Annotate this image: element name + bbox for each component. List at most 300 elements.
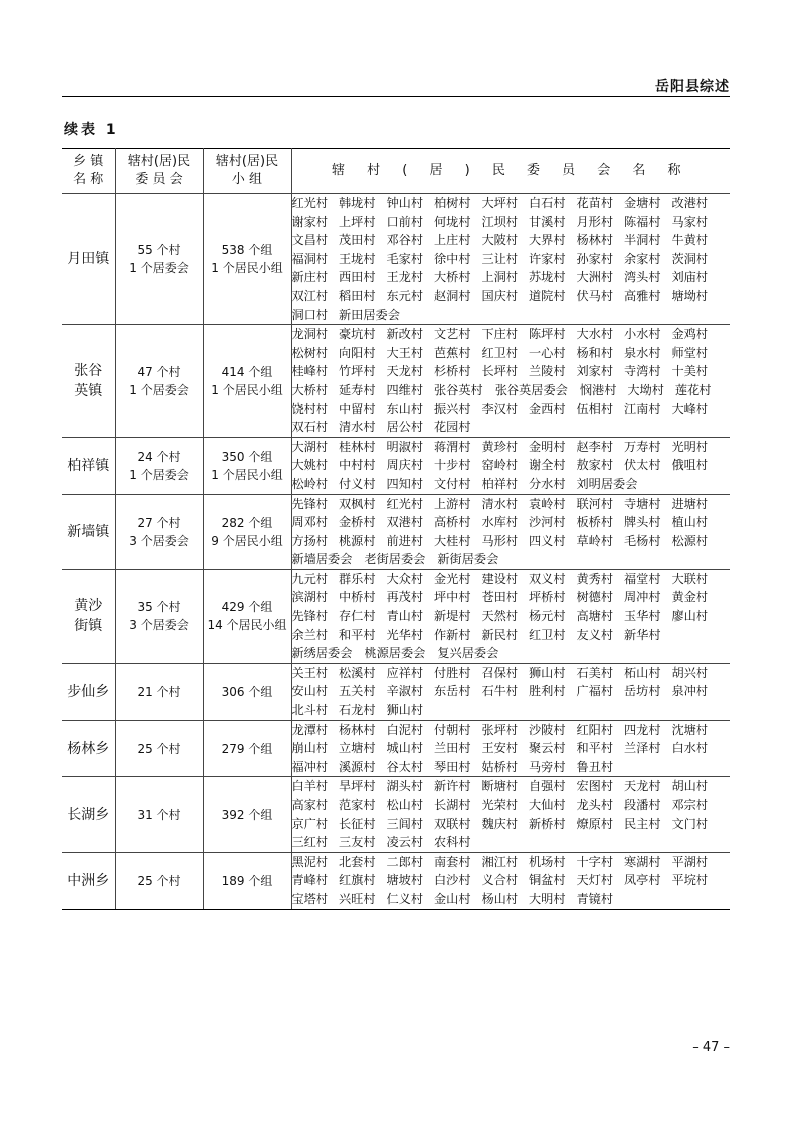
village-name: 福洞村 xyxy=(291,251,329,266)
village-name: 周冲村 xyxy=(624,590,661,605)
group-count-cell xyxy=(203,663,291,720)
village-list-cell xyxy=(291,194,730,325)
town-name-cell xyxy=(62,777,115,852)
village-name: 新绣居委会 xyxy=(291,646,353,661)
committee-count-cell xyxy=(115,494,203,569)
town-name-cell xyxy=(62,194,115,325)
village-name: 陈坪村 xyxy=(529,327,566,342)
village-name: 大界村 xyxy=(529,233,566,248)
village-name: 寺塘村 xyxy=(624,496,661,511)
village-name: 邓谷村 xyxy=(386,233,424,248)
village-name: 双江村 xyxy=(291,288,329,303)
village-name: 义合村 xyxy=(481,873,519,888)
village-name: 泉冲村 xyxy=(671,684,709,699)
village-name: 龙洞村 xyxy=(291,327,329,342)
town-name-cell xyxy=(62,325,115,438)
header-town-line1: 乡 镇 xyxy=(73,154,104,169)
village-name: 钟山村 xyxy=(386,196,424,210)
village-name: 伏马村 xyxy=(576,288,614,303)
village-name: 光华村 xyxy=(386,627,424,642)
village-table xyxy=(62,148,730,910)
village-name: 进塘村 xyxy=(671,496,709,511)
village-name: 杉桥村 xyxy=(434,364,471,379)
header-group-line1: 辖村(居)民 xyxy=(215,154,279,169)
table-row xyxy=(62,663,730,720)
town-name-line: 步仙乡 xyxy=(67,683,110,700)
town-name-cell xyxy=(62,437,115,494)
village-name: 杨林村 xyxy=(576,233,614,248)
village-name: 大洲村 xyxy=(576,270,614,285)
village-name: 廖山村 xyxy=(671,609,709,624)
village-name: 石美村 xyxy=(576,665,614,680)
village-name: 黑泥村 xyxy=(291,854,329,869)
village-name: 高塘村 xyxy=(576,609,614,624)
village-name: 沙陂村 xyxy=(529,722,566,737)
village-name: 江南村 xyxy=(624,401,661,416)
village-name: 双港村 xyxy=(386,515,424,530)
village-name: 刘庙村 xyxy=(671,270,709,285)
village-name: 周邓村 xyxy=(291,515,329,530)
village-name: 段潘村 xyxy=(624,798,661,812)
village-name: 延寿村 xyxy=(339,382,376,397)
village-name: 二郎村 xyxy=(386,854,424,869)
village-name: 坪中村 xyxy=(434,590,471,605)
group-count-line: 1 个居民小组 xyxy=(211,467,283,482)
village-name: 小水村 xyxy=(624,327,661,342)
committee-count-line: 21 个村 xyxy=(137,684,181,699)
village-name: 滨湖村 xyxy=(291,590,329,605)
group-count-line: 279 个组 xyxy=(221,741,273,756)
village-name: 花苗村 xyxy=(576,196,614,210)
village-name: 胡山村 xyxy=(671,779,709,794)
group-count-cell xyxy=(203,194,291,325)
village-name: 高桥村 xyxy=(434,515,471,530)
header-rule xyxy=(62,96,730,97)
village-name: 金光村 xyxy=(434,571,471,586)
village-name: 敖家村 xyxy=(576,458,614,473)
committee-count-cell xyxy=(115,437,203,494)
village-name: 塘坡村 xyxy=(386,873,424,888)
group-count-cell xyxy=(203,720,291,777)
village-name: 玉华村 xyxy=(624,609,661,624)
group-count-line: 392 个组 xyxy=(221,807,273,822)
village-name: 联河村 xyxy=(576,496,614,511)
village-name: 悯港村 xyxy=(579,382,617,397)
village-name: 牛黄村 xyxy=(671,233,709,248)
village-name: 北斗村 xyxy=(291,703,329,718)
village-name: 大峰村 xyxy=(671,401,709,416)
village-name: 青镜村 xyxy=(576,891,614,906)
village-name: 红卫村 xyxy=(529,627,566,642)
village-name: 三红村 xyxy=(291,835,329,850)
committee-count-line: 25 个村 xyxy=(137,873,181,888)
village-name: 铜盆村 xyxy=(529,873,566,888)
village-name: 金西村 xyxy=(529,401,566,416)
village-name: 马家村 xyxy=(671,214,709,229)
village-name: 杨山村 xyxy=(481,891,519,906)
table-row xyxy=(62,569,730,663)
village-name: 文艺村 xyxy=(434,327,471,342)
village-name: 双石村 xyxy=(291,420,329,435)
village-name: 石龙村 xyxy=(339,703,376,718)
committee-count-line: 1 个居委会 xyxy=(129,261,189,276)
header-count-line1: 辖村(居)民 xyxy=(127,154,191,169)
town-name-cell xyxy=(62,852,115,909)
village-name: 大桥村 xyxy=(291,382,329,397)
village-name: 友义村 xyxy=(576,627,614,642)
village-name: 凌云村 xyxy=(386,835,424,850)
village-name: 金塘村 xyxy=(624,196,661,210)
village-name: 上洞村 xyxy=(481,270,519,285)
village-name: 谢全村 xyxy=(529,458,566,473)
village-name: 新桥村 xyxy=(529,816,566,831)
header-committee-count xyxy=(115,149,203,194)
village-name: 苏垅村 xyxy=(529,270,566,285)
village-name: 宏图村 xyxy=(576,779,614,794)
group-count-line: 189 个组 xyxy=(221,873,273,888)
town-name-line: 月田镇 xyxy=(67,251,110,268)
village-name: 安山村 xyxy=(291,684,329,699)
village-name: 红阳村 xyxy=(576,722,614,737)
village-name: 辛淑村 xyxy=(386,684,424,699)
header-committee-names: 辖 村 ( 居 ) 民 委 员 会 名 称 xyxy=(291,149,730,194)
village-name: 大仙村 xyxy=(529,798,566,812)
village-name: 谷太村 xyxy=(386,759,424,774)
village-name: 和平村 xyxy=(339,627,376,642)
village-name: 文付村 xyxy=(434,476,471,491)
committee-count-cell xyxy=(115,777,203,852)
committee-count-line: 47 个村 xyxy=(137,364,181,379)
table-caption: 续表 1 xyxy=(64,122,119,138)
group-count-line: 9 个居民小组 xyxy=(211,533,283,548)
town-name-cell xyxy=(62,720,115,777)
village-name: 群乐村 xyxy=(339,571,376,586)
village-name: 树德村 xyxy=(576,590,614,605)
village-name: 花园村 xyxy=(434,420,471,435)
village-name: 民主村 xyxy=(624,816,661,831)
village-name: 口前村 xyxy=(386,214,424,229)
village-name: 先锋村 xyxy=(291,609,329,624)
village-name: 红光村 xyxy=(291,196,329,210)
village-name: 明淑村 xyxy=(386,439,424,454)
village-name: 马旁村 xyxy=(529,759,566,774)
town-name-line: 柏祥镇 xyxy=(67,457,110,474)
village-name: 北套村 xyxy=(339,854,376,869)
village-name: 伍相村 xyxy=(576,401,614,416)
group-count-line: 14 个居民小组 xyxy=(207,618,287,633)
village-name: 清水村 xyxy=(339,420,376,435)
committee-count-cell xyxy=(115,852,203,909)
village-name: 牌头村 xyxy=(624,515,661,530)
village-name: 黄珍村 xyxy=(481,439,519,454)
village-name: 新华村 xyxy=(624,627,661,642)
village-name: 桂林村 xyxy=(339,439,376,454)
table-row xyxy=(62,437,730,494)
village-name: 道院村 xyxy=(529,288,566,303)
village-name: 东元村 xyxy=(386,288,424,303)
group-count-line: 306 个组 xyxy=(221,684,273,699)
village-name: 兴旺村 xyxy=(339,891,376,906)
village-name: 上游村 xyxy=(434,496,471,511)
village-name: 新堤村 xyxy=(434,609,471,624)
village-name: 赵李村 xyxy=(576,439,614,454)
village-name: 胡兴村 xyxy=(671,665,709,680)
village-name: 刘明居委会 xyxy=(576,476,638,491)
committee-count-line: 3 个居委会 xyxy=(129,533,189,548)
village-name: 应祥村 xyxy=(386,665,424,680)
town-name-line: 黄沙 xyxy=(74,598,103,615)
village-name: 余兰村 xyxy=(291,627,329,642)
village-name: 老街居委会 xyxy=(364,552,426,567)
village-name: 岳坊村 xyxy=(624,684,661,699)
village-name: 龙潭村 xyxy=(291,722,329,737)
village-name: 新改村 xyxy=(386,327,424,342)
committee-count-line: 24 个村 xyxy=(137,449,181,464)
village-name: 红卫村 xyxy=(481,345,519,360)
village-name: 湾头村 xyxy=(624,270,661,285)
village-name: 龙头村 xyxy=(576,798,614,812)
village-name: 豪坑村 xyxy=(339,327,376,342)
village-name: 毛杨村 xyxy=(624,533,661,548)
committee-count-cell xyxy=(115,663,203,720)
committee-count-cell xyxy=(115,325,203,438)
village-name: 文门村 xyxy=(671,816,709,831)
village-name: 三闾村 xyxy=(386,816,424,831)
village-name: 复兴居委会 xyxy=(437,646,499,661)
town-name-line: 街镇 xyxy=(74,618,103,635)
village-name: 王龙村 xyxy=(386,270,424,285)
village-name: 松源村 xyxy=(671,533,709,548)
town-name-line: 长湖乡 xyxy=(67,806,110,823)
village-name: 大坪村 xyxy=(481,196,519,210)
village-name: 自强村 xyxy=(529,779,566,794)
village-name: 分水村 xyxy=(529,476,566,491)
village-name: 凤亭村 xyxy=(624,873,661,888)
committee-count-line: 27 个村 xyxy=(137,515,181,530)
village-name: 四义村 xyxy=(529,533,566,548)
village-name: 仁义村 xyxy=(386,891,424,906)
village-name: 松溪村 xyxy=(339,665,376,680)
village-name: 立塘村 xyxy=(339,741,376,756)
village-name: 三让村 xyxy=(481,251,519,266)
village-name: 大王村 xyxy=(386,345,424,360)
village-name: 泉水村 xyxy=(624,345,661,360)
village-name: 蒋渭村 xyxy=(434,439,471,454)
village-name: 半洞村 xyxy=(624,233,661,248)
village-name: 金山村 xyxy=(434,891,471,906)
village-name: 四知村 xyxy=(386,476,424,491)
committee-count-line: 25 个村 xyxy=(137,741,181,756)
village-name: 旱坪村 xyxy=(339,779,376,794)
village-name: 狮山村 xyxy=(386,703,424,718)
town-name-cell xyxy=(62,494,115,569)
village-name: 文昌村 xyxy=(291,233,329,248)
group-count-line: 282 个组 xyxy=(221,515,273,530)
village-name: 苍田村 xyxy=(481,590,519,605)
village-name: 农科村 xyxy=(434,835,471,850)
village-name: 赵洞村 xyxy=(434,288,471,303)
village-name: 王安村 xyxy=(481,741,519,756)
village-name: 洞口村 xyxy=(291,307,329,322)
village-name: 广福村 xyxy=(576,684,614,699)
village-name: 毛家村 xyxy=(386,251,424,266)
committee-count-line: 1 个居委会 xyxy=(129,382,189,397)
village-name: 大水村 xyxy=(576,327,614,342)
page-number: – 47 – xyxy=(692,1040,730,1055)
committee-count-line: 3 个居委会 xyxy=(129,618,189,633)
village-name: 新田居委会 xyxy=(339,307,400,322)
table-row xyxy=(62,494,730,569)
village-name: 九元村 xyxy=(291,571,329,586)
village-name: 中村村 xyxy=(339,458,376,473)
village-name: 大明村 xyxy=(529,891,566,906)
village-name: 白石村 xyxy=(529,196,566,210)
village-name: 月形村 xyxy=(576,214,614,229)
village-name: 狮山村 xyxy=(529,665,566,680)
village-name: 芭蕉村 xyxy=(434,345,471,360)
village-name: 新墙居委会 xyxy=(291,552,353,567)
village-name: 红旗村 xyxy=(339,873,376,888)
village-name: 金桥村 xyxy=(339,515,376,530)
town-name-cell xyxy=(62,663,115,720)
town-name-line: 杨林乡 xyxy=(67,740,110,757)
group-count-cell xyxy=(203,569,291,663)
village-name: 国庆村 xyxy=(481,288,519,303)
village-name: 和平村 xyxy=(576,741,614,756)
village-name: 大坳村 xyxy=(627,382,664,397)
village-name: 何垅村 xyxy=(434,214,471,229)
village-list-cell xyxy=(291,663,730,720)
village-name: 江坝村 xyxy=(481,214,519,229)
village-name: 鲁丑村 xyxy=(576,759,614,774)
committee-count-line: 1 个居委会 xyxy=(129,467,189,482)
committee-count-cell xyxy=(115,194,203,325)
village-name: 张坪村 xyxy=(481,722,519,737)
village-name: 中桥村 xyxy=(339,590,376,605)
group-count-line: 1 个居民小组 xyxy=(211,382,283,397)
village-name: 黄金村 xyxy=(671,590,709,605)
village-name: 沈塘村 xyxy=(671,722,709,737)
table-row xyxy=(62,720,730,777)
village-name: 金鸡村 xyxy=(671,327,709,342)
village-name: 松树村 xyxy=(291,345,329,360)
village-name: 付义村 xyxy=(339,476,376,491)
village-name: 京广村 xyxy=(291,816,329,831)
village-name: 新许村 xyxy=(434,779,471,794)
village-name: 作新村 xyxy=(434,627,471,642)
group-count-line: 1 个居民小组 xyxy=(211,261,283,276)
village-name: 杨元村 xyxy=(529,609,566,624)
village-name: 付朝村 xyxy=(434,722,471,737)
group-count-cell xyxy=(203,494,291,569)
group-count-cell xyxy=(203,325,291,438)
town-name-cell xyxy=(62,569,115,663)
village-name: 东山村 xyxy=(386,401,424,416)
village-name: 杨和村 xyxy=(576,345,614,360)
village-name: 燎原村 xyxy=(576,816,614,831)
group-count-line: 414 个组 xyxy=(221,364,273,379)
village-name: 竹坪村 xyxy=(339,364,376,379)
village-name: 上庄村 xyxy=(434,233,471,248)
village-name: 李汉村 xyxy=(481,401,519,416)
village-name: 孙家村 xyxy=(576,251,614,266)
village-name: 张谷英村 xyxy=(434,382,483,397)
village-name: 大陂村 xyxy=(481,233,519,248)
table-row xyxy=(62,194,730,325)
village-name: 高雅村 xyxy=(624,288,661,303)
village-name: 姑桥村 xyxy=(481,759,519,774)
village-name: 长湖村 xyxy=(434,798,471,812)
village-name: 金明村 xyxy=(529,439,566,454)
village-list-cell xyxy=(291,494,730,569)
village-name: 崩山村 xyxy=(291,741,329,756)
village-name: 双联村 xyxy=(434,816,471,831)
village-name: 新庄村 xyxy=(291,270,329,285)
village-name: 陈福村 xyxy=(624,214,661,229)
village-name: 白水村 xyxy=(671,741,709,756)
village-name: 柏祥村 xyxy=(481,476,519,491)
village-name: 三友村 xyxy=(339,835,376,850)
village-name: 青峰村 xyxy=(291,873,329,888)
header-group-line2: 小 组 xyxy=(231,172,263,187)
running-head: 岳阳县综述 xyxy=(655,79,730,95)
town-name-line: 新墙镇 xyxy=(67,523,110,540)
town-name-line: 英镇 xyxy=(74,382,103,399)
village-name: 五关村 xyxy=(339,684,376,699)
village-name: 光荣村 xyxy=(481,798,519,812)
village-name: 稻田村 xyxy=(339,288,376,303)
village-name: 十步村 xyxy=(434,458,471,473)
village-name: 柏树村 xyxy=(434,196,471,210)
village-name: 新民村 xyxy=(481,627,519,642)
committee-count-cell xyxy=(115,720,203,777)
village-name: 桂峰村 xyxy=(291,364,329,379)
village-name: 振兴村 xyxy=(434,401,471,416)
village-name: 南套村 xyxy=(434,854,471,869)
village-name: 宝塔村 xyxy=(291,891,329,906)
village-name: 范家村 xyxy=(339,798,376,812)
committee-count-line: 31 个村 xyxy=(137,807,181,822)
village-name: 万寿村 xyxy=(624,439,661,454)
village-name: 徐中村 xyxy=(434,251,471,266)
village-name: 大桥村 xyxy=(434,270,471,285)
table-header-row xyxy=(62,149,730,194)
group-count-line: 350 个组 xyxy=(221,449,273,464)
village-name: 茨洞村 xyxy=(671,251,709,266)
village-name: 方扬村 xyxy=(291,533,329,548)
village-name: 光明村 xyxy=(671,439,709,454)
village-name: 福堂村 xyxy=(624,571,661,586)
committee-count-line: 55 个村 xyxy=(137,243,181,258)
village-name: 胜利村 xyxy=(529,684,566,699)
village-name: 长坪村 xyxy=(481,364,519,379)
village-name: 许家村 xyxy=(529,251,566,266)
village-name: 新街居委会 xyxy=(437,552,499,567)
village-name: 一心村 xyxy=(529,345,566,360)
village-list-cell xyxy=(291,777,730,852)
village-name: 大众村 xyxy=(386,571,424,586)
village-name: 周庆村 xyxy=(386,458,424,473)
village-name: 上坪村 xyxy=(339,214,376,229)
village-name: 青山村 xyxy=(386,609,424,624)
village-name: 兰泽村 xyxy=(624,741,661,756)
village-name: 黄秀村 xyxy=(576,571,614,586)
town-name-line: 张谷 xyxy=(74,362,103,379)
village-name: 大姚村 xyxy=(291,458,329,473)
village-name: 断塘村 xyxy=(481,779,519,794)
village-name: 茂田村 xyxy=(339,233,376,248)
village-name: 天灯村 xyxy=(576,873,614,888)
